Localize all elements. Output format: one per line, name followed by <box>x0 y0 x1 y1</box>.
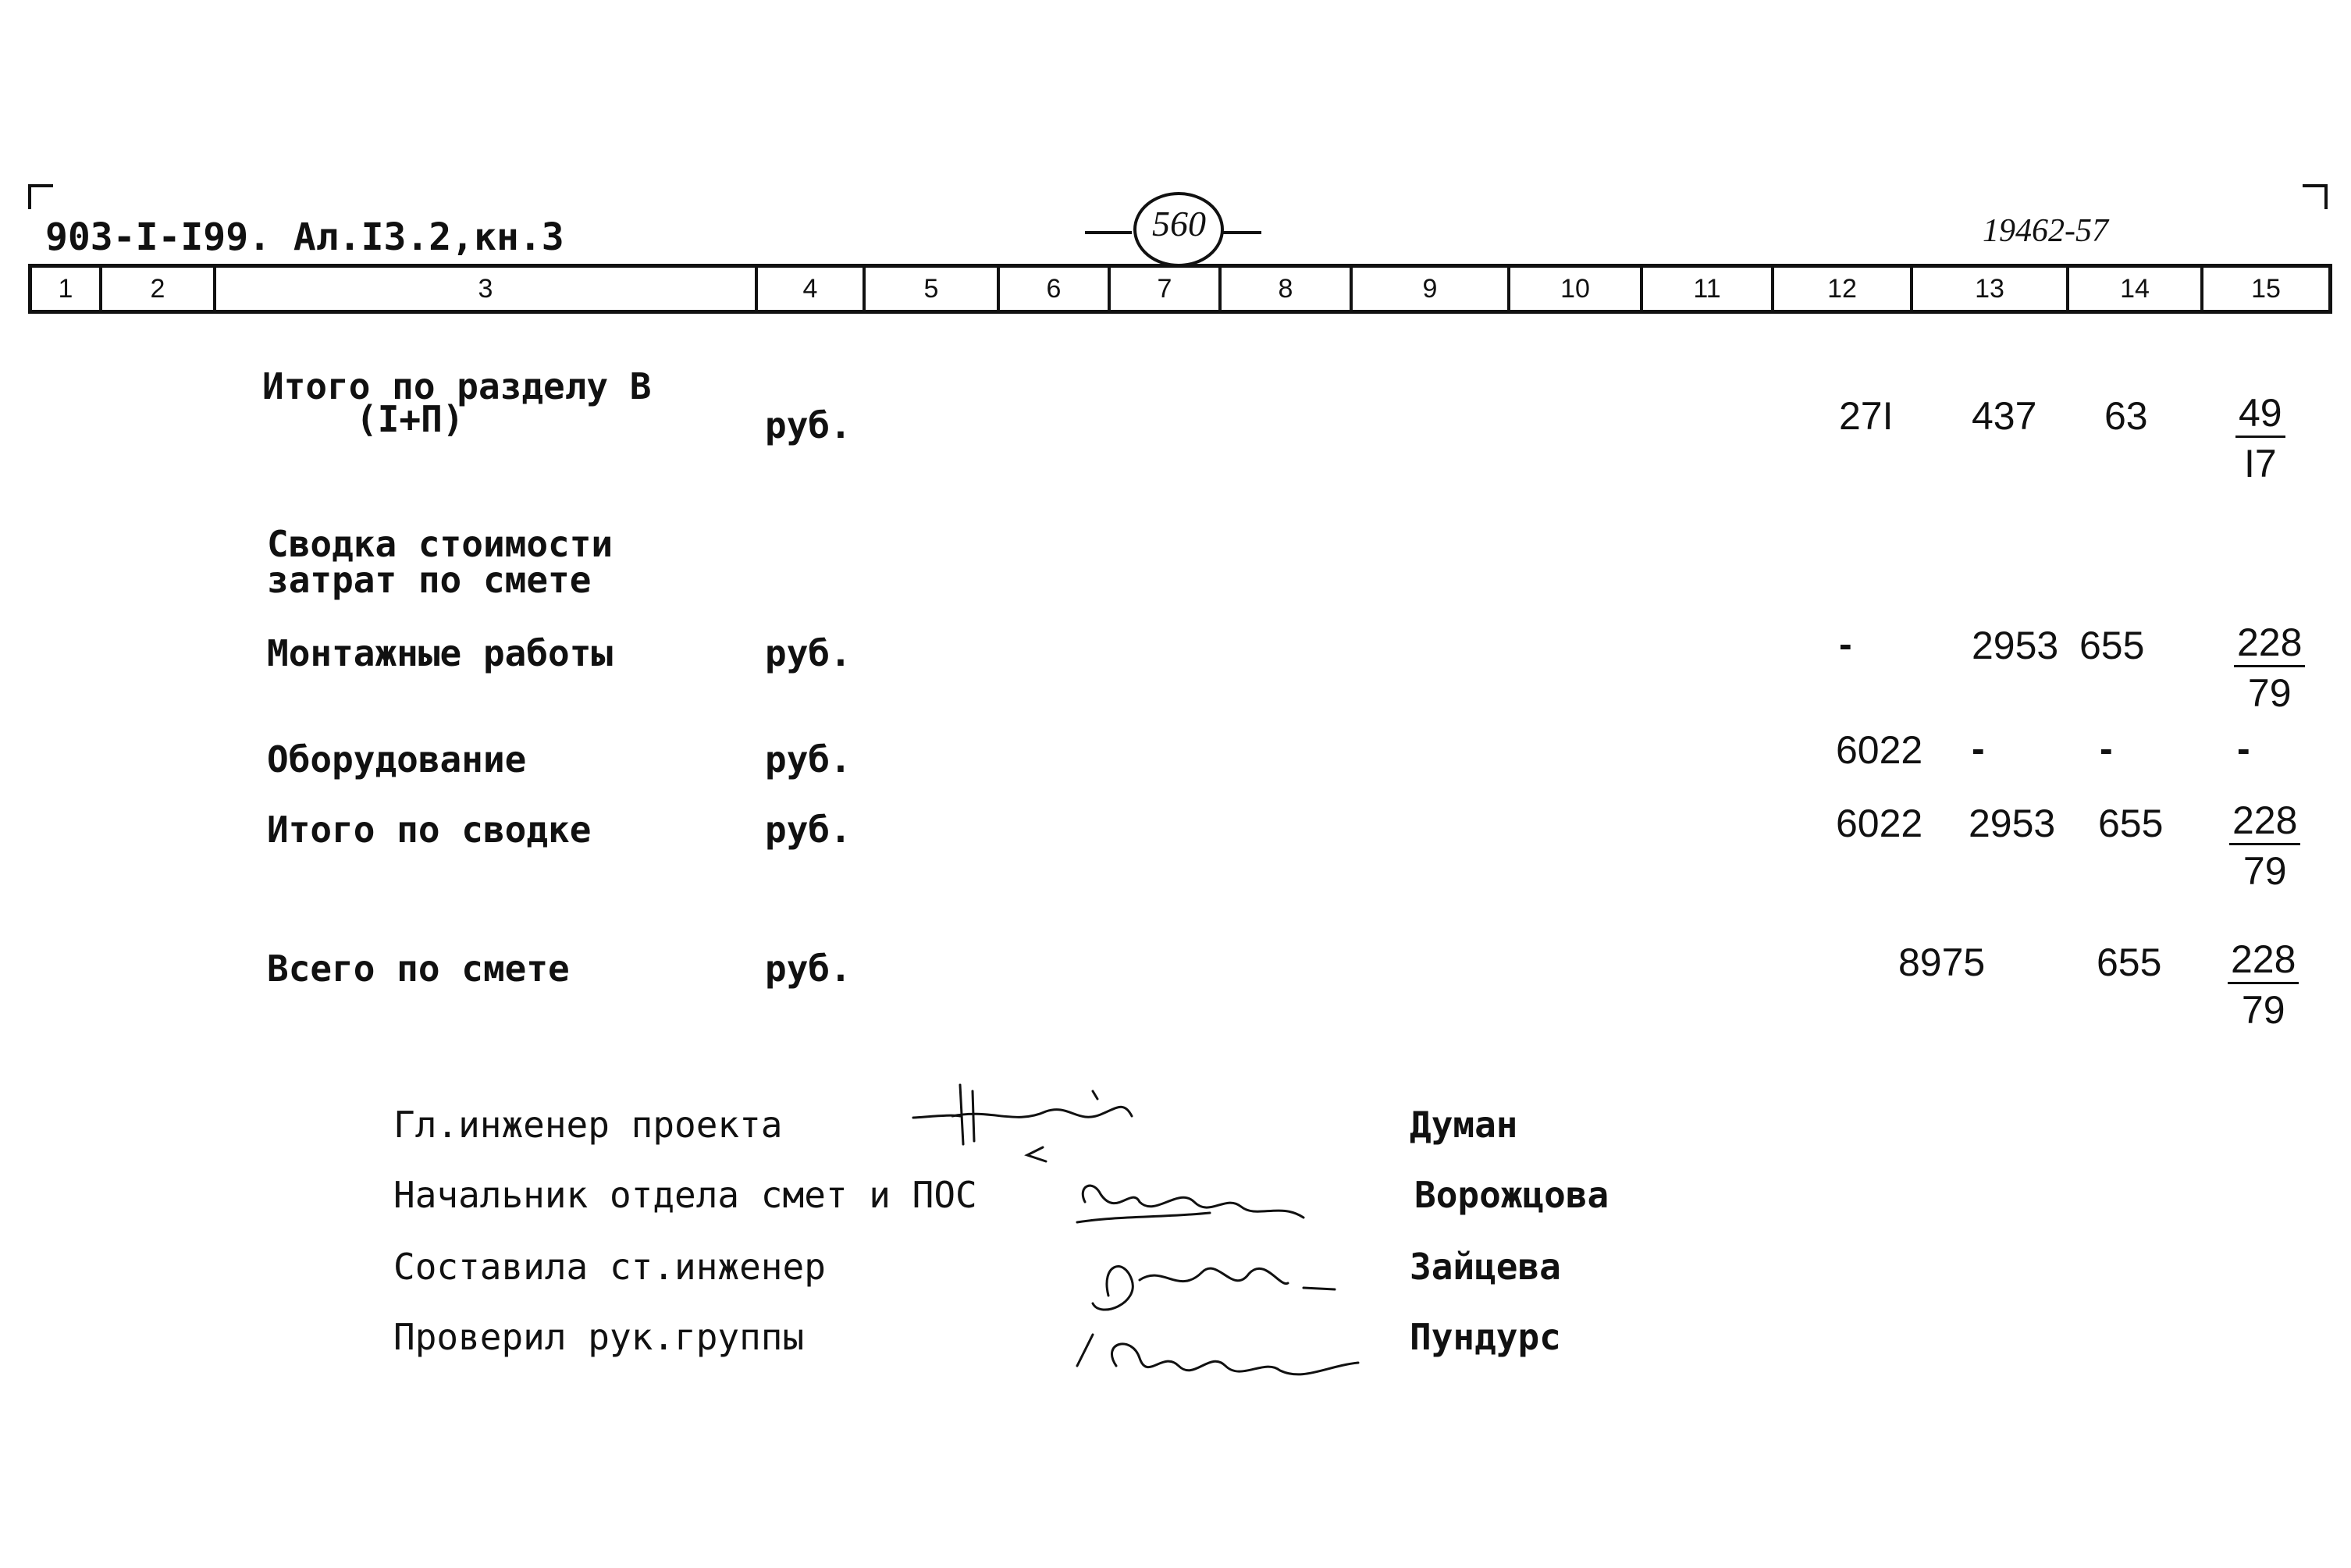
column-number: 8 <box>1222 268 1353 310</box>
column-number: 13 <box>1913 268 2069 310</box>
column-number: 9 <box>1353 268 1510 310</box>
signer-name: Ворожцова <box>1414 1174 1609 1216</box>
cell-col15-fraction <box>2228 937 2299 1036</box>
cell-col13: 2953 <box>1969 802 2056 845</box>
cell-col15: - <box>2237 727 2250 770</box>
cell-col14: - <box>2100 727 2113 770</box>
cell-col14: 655 <box>2098 802 2164 845</box>
signer-name: Думан <box>1410 1104 1518 1146</box>
corner-mark-right <box>2303 184 2328 209</box>
column-number-row <box>28 264 2332 314</box>
column-number: 15 <box>2251 273 2281 304</box>
signer-role: Гл.инженер проекта <box>393 1104 783 1146</box>
fraction-denominator: I7 <box>2243 442 2277 485</box>
column-number: 3 <box>216 268 758 310</box>
document-code: 903-I-I99. Ал.I3.2,кн.3 <box>45 215 564 259</box>
fraction-numerator: 228 <box>2228 937 2299 984</box>
column-number: 6 <box>1000 268 1111 310</box>
column-number: 5 <box>866 268 1000 310</box>
column-number: 2 <box>102 268 216 310</box>
signer-name: Пундурс <box>1410 1316 1561 1358</box>
cell-col13: - <box>1972 727 1985 770</box>
fraction-numerator: 228 <box>2234 620 2305 667</box>
cell-col14: 655 <box>2097 940 2162 984</box>
cell-col14: 63 <box>2104 394 2148 438</box>
fraction-denominator: 79 <box>2241 988 2285 1032</box>
signer-role: Начальник отдела смет и ПОС <box>393 1174 977 1216</box>
column-number: 4 <box>758 268 866 310</box>
signer-role: Проверил рук.группы <box>393 1316 805 1358</box>
cell-col12-13: 8975 <box>1898 940 1986 984</box>
cell-col13: 437 <box>1972 394 2037 438</box>
row-label: Всего по смете <box>267 948 570 990</box>
corner-mark-left <box>28 184 53 209</box>
cell-col12: 6022 <box>1836 802 1923 845</box>
row-label-sub: (I+П) <box>356 398 464 440</box>
fraction-denominator: 79 <box>2247 671 2292 715</box>
column-number: 1 <box>32 268 102 310</box>
cell-col12: 27I <box>1839 394 1894 438</box>
row-unit: руб. <box>765 809 852 851</box>
cell-col15-fraction <box>2235 390 2285 489</box>
row-unit: руб. <box>765 404 852 446</box>
row-label: Итого по разделу В <box>262 365 652 407</box>
cell-col15-fraction <box>2234 620 2305 719</box>
cell-col13: 2953 <box>1972 624 2059 667</box>
column-number: 11 <box>1643 268 1774 310</box>
page-number-stamp <box>1085 187 1272 265</box>
fraction-numerator: 228 <box>2229 798 2300 845</box>
handwritten-signatures <box>882 1069 1397 1397</box>
row-unit: руб. <box>765 632 852 674</box>
signer-role: Составила ст.инженер <box>393 1246 826 1288</box>
cell-col12: - <box>1839 622 1852 666</box>
column-number: 14 <box>2069 268 2203 310</box>
signer-name: Зайцева <box>1410 1246 1561 1288</box>
cell-col12: 6022 <box>1836 728 1923 772</box>
row-unit: руб. <box>765 738 852 780</box>
archive-number: 19462-57 <box>1983 213 2108 249</box>
fraction-denominator: 79 <box>2243 849 2287 893</box>
row-label: Сводка стоимости <box>267 523 614 565</box>
row-unit: руб. <box>765 948 852 990</box>
row-label: Оборудование <box>267 738 527 780</box>
fraction-numerator: 49 <box>2235 390 2285 438</box>
row-label: Монтажные работы <box>267 632 614 674</box>
page-number: 560 <box>1152 204 1206 244</box>
row-label-sub: затрат по смете <box>267 559 592 601</box>
cell-col14: 655 <box>2079 624 2145 667</box>
column-number: 12 <box>1774 268 1913 310</box>
column-number: 10 <box>1510 268 1643 310</box>
cell-col15-fraction <box>2229 798 2300 897</box>
column-number: 7 <box>1111 268 1222 310</box>
row-label: Итого по сводке <box>267 809 592 851</box>
